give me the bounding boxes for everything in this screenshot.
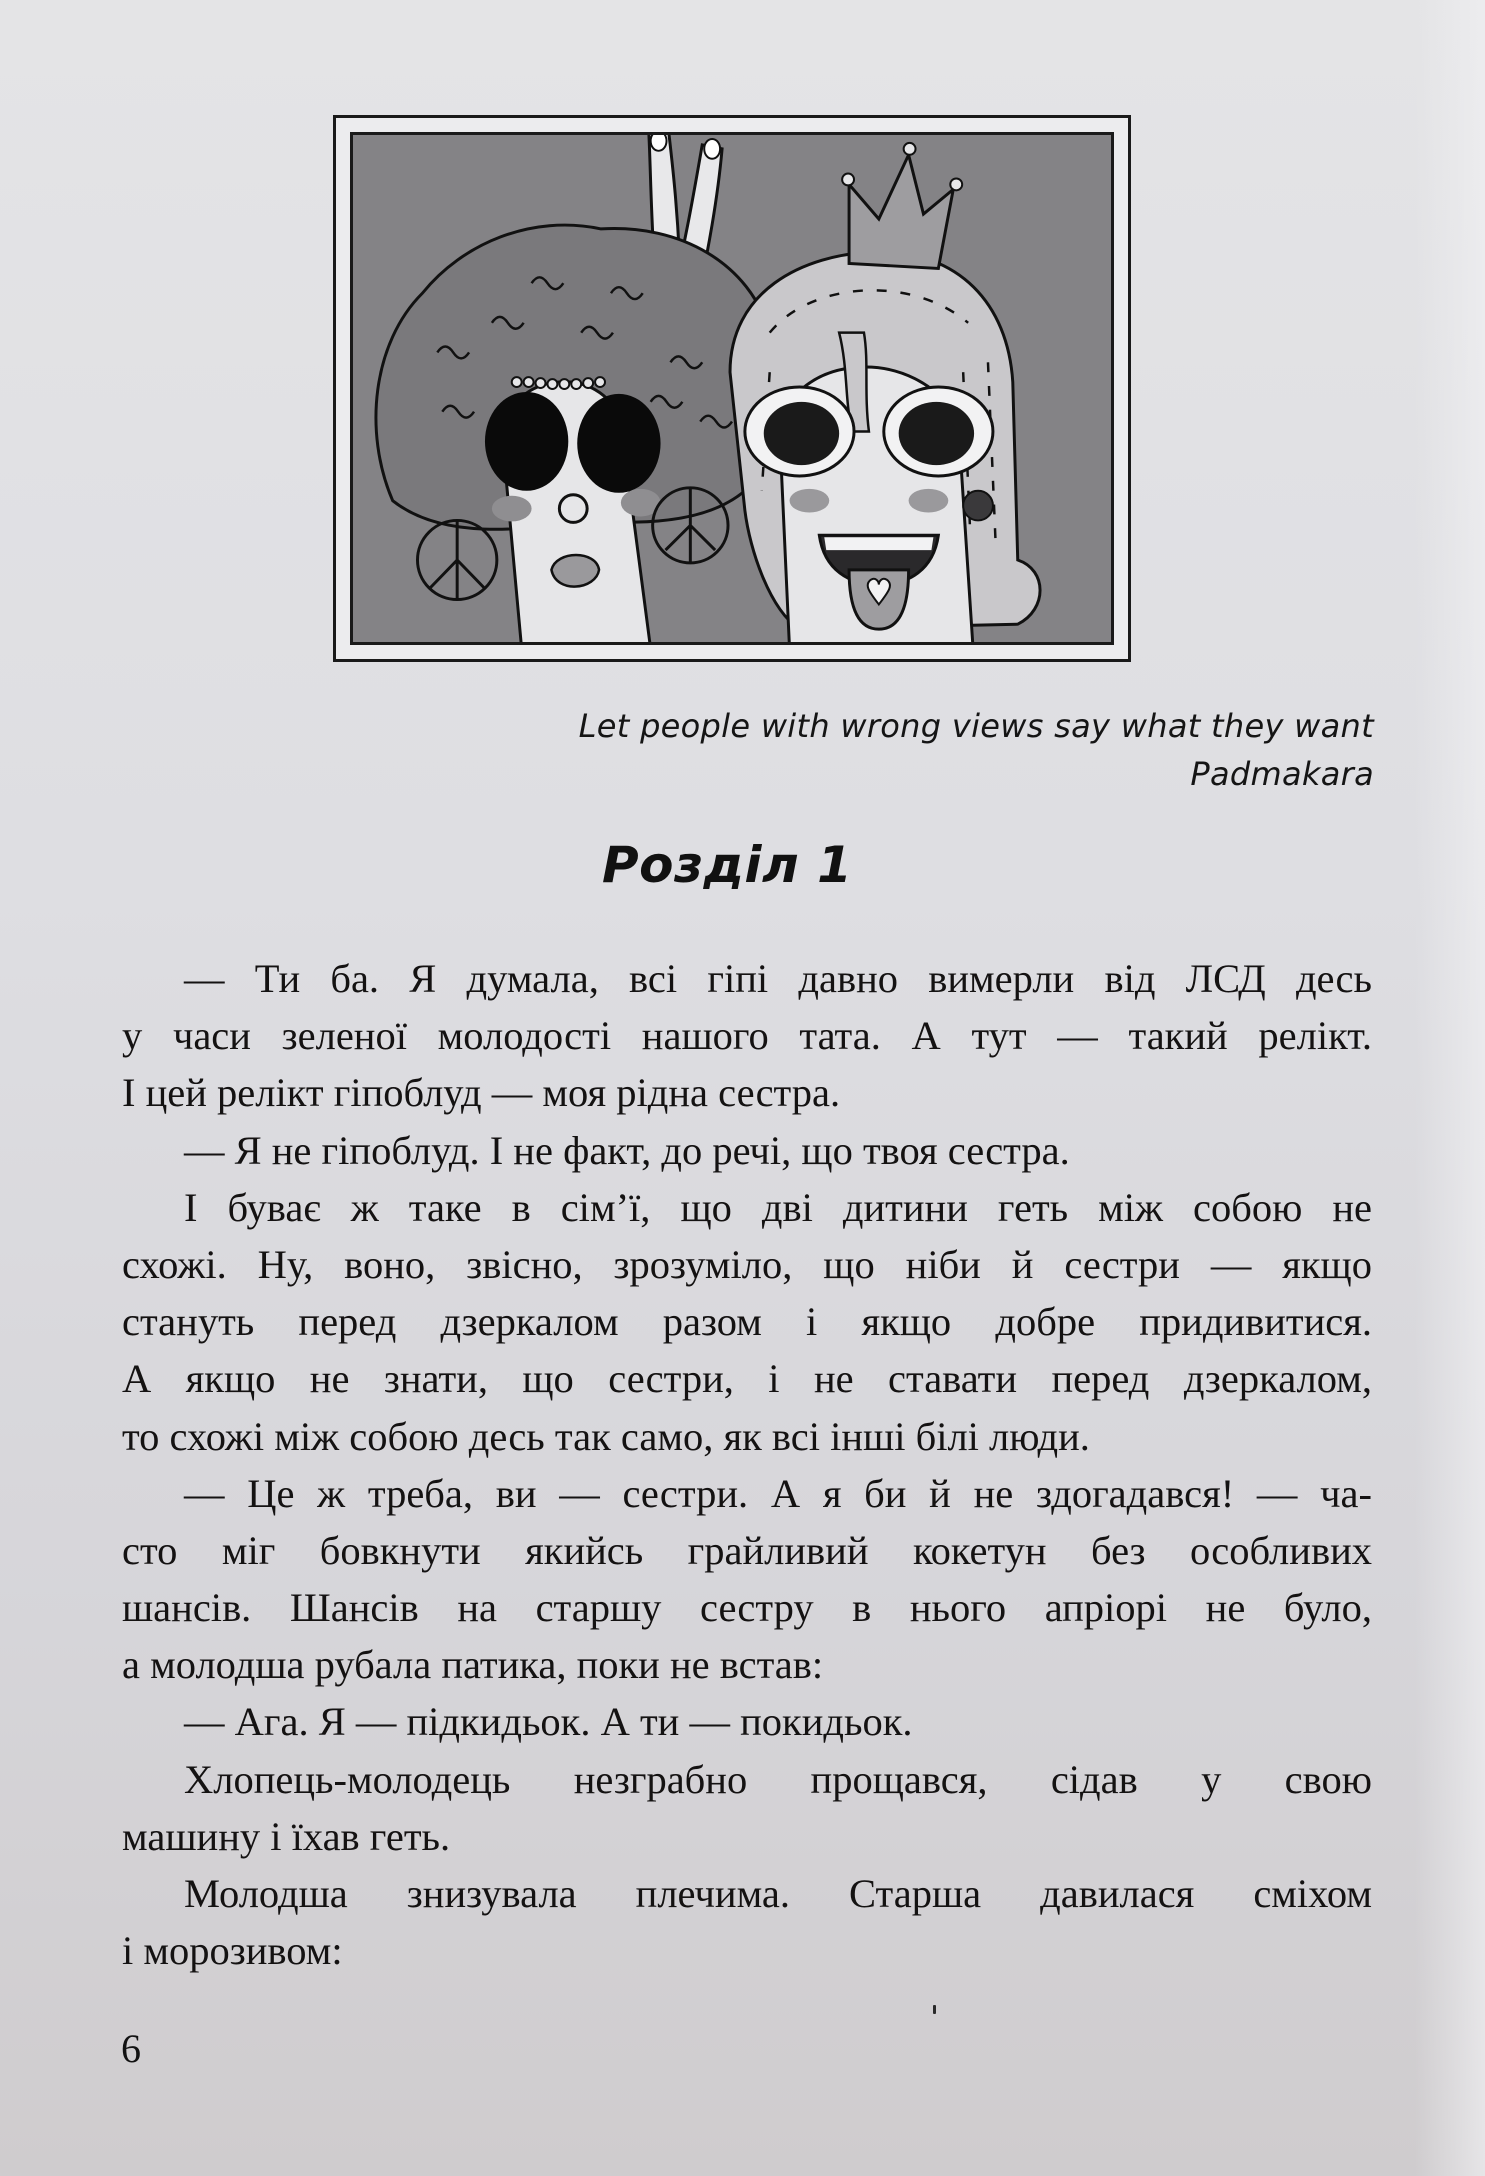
text-line: А якщо не знати, що сестри, і не ставати перед дзеркалом, (122, 1356, 1372, 1402)
text-line: — Я не гіпоблуд. І не факт, до речі, що твоя сестра. (184, 1127, 1070, 1173)
text-line: — Це ж треба, ви — сестри. А я би й не здогадався! — ча- (184, 1470, 1372, 1516)
text-line: схожі. Ну, воно, звісно, зрозуміло, що ніби й сестри — якщо (122, 1241, 1372, 1287)
text-line: Молодша знизувала плечима. Старша давилася сміхом (184, 1871, 1372, 1916)
text-line: а молодша рубала патика, поки не встав: (122, 1642, 824, 1688)
chapter-title: Розділ 1 (602, 836, 853, 894)
text-line: і морозивом: (122, 1928, 343, 1974)
epigraph-author: Padmakara (1190, 755, 1374, 793)
two-girls-cartoon-icon (353, 135, 1111, 642)
text-line: — Ти ба. Я думала, всі гіпі давно вимерли від ЛСД десь (184, 956, 1372, 1001)
epigraph (579, 702, 1374, 798)
paper-speck (933, 2005, 936, 2014)
text-line: шансів. Шансів на старшу сестру в нього апріорі не було, (122, 1585, 1372, 1631)
text-line: І цей релікт гіпоблуд — моя рідна сестра. (122, 1070, 841, 1116)
page-number: 6 (121, 2026, 141, 2071)
text-line: — Ага. Я — підкидьок. А ти — покидьок. (184, 1699, 913, 1745)
page-edge-shading (1415, 0, 1485, 2176)
text-line: сто міг бовкнути якийсь грайливий кокетун без особливих (122, 1527, 1372, 1573)
text-line: І буває ж таке в сім’ї, що дві дитини геть між собою не (184, 1184, 1372, 1230)
text-line: машину і їхав геть. (122, 1813, 451, 1859)
illustration-frame (333, 115, 1131, 662)
text-line: Хлопець-молодець незграбно прощався, сідав у свою (184, 1756, 1372, 1802)
text-line: стануть перед дзеркалом разом і якщо добре придивитися. (122, 1299, 1372, 1345)
text-line: у часи зеленої молодості нашого тата. А тут — такий релікт. (122, 1013, 1372, 1059)
text-line: то схожі між собою десь так само, як всі інші білі люди. (122, 1413, 1090, 1459)
chapter-body (122, 950, 1372, 1979)
epigraph-quote: Let people with wrong views say what they want (578, 707, 1374, 745)
illustration (350, 132, 1114, 645)
